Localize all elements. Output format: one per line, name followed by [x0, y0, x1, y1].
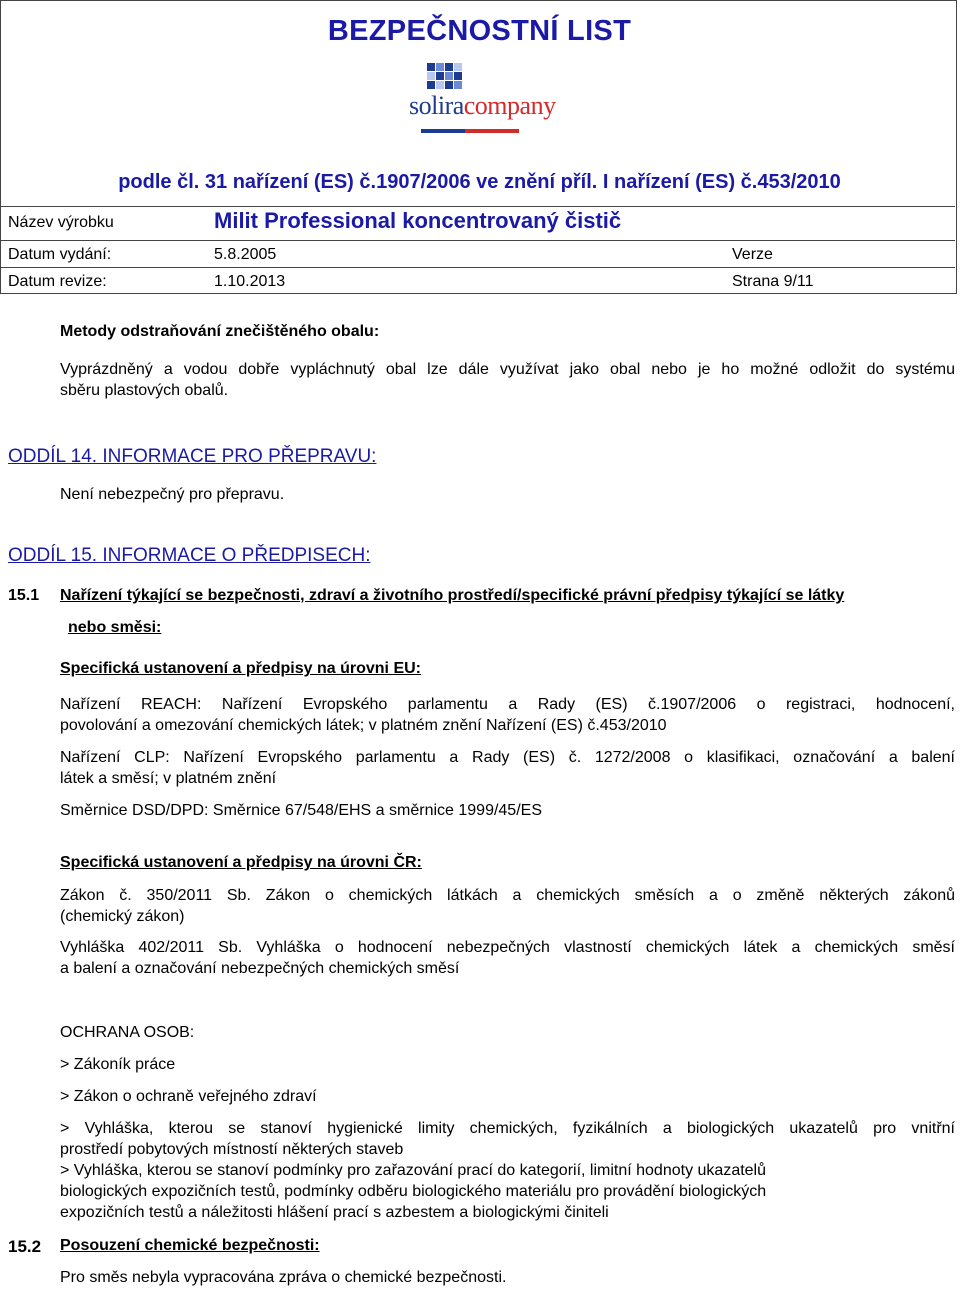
- reach-paragraph: Nařízení REACH: Nařízení Evropského parlamentu a Rady (ES) č.1907/2006 o registraci, hodnocení, povolování a omezování chemických látek; v platném znění Nařízení (ES) č.453/2010: [60, 696, 955, 734]
- subsection-number: 15.2: [8, 1237, 42, 1256]
- dsd-paragraph: Směrnice DSD/DPD: Směrnice 67/548/EHS a směrnice 1999/45/ES: [60, 802, 542, 819]
- section-14-title: ODDÍL 14. INFORMACE PRO PŘEPRAVU:: [8, 446, 377, 467]
- section-14-text: Není nebezpečný pro přepravu.: [60, 486, 285, 503]
- version-label: Verze: [732, 246, 773, 263]
- regulation-reference: podle čl. 31 nařízení (ES) č.1907/2006 ve znění příl. I nařízení (ES) č.453/2010: [118, 171, 841, 193]
- company-logo: [409, 63, 556, 137]
- logo-mosaic-icon: [427, 63, 463, 93]
- revision-date-label: Datum revize:: [8, 273, 107, 290]
- subsection-title-cont: nebo směsi:: [68, 619, 162, 636]
- subsection-number: 15.1: [8, 587, 40, 604]
- eu-heading: Specifická ustanovení a předpisy na úrovni EU:: [60, 660, 421, 677]
- chemical-safety-text: Pro směs nebyla vypracována zpráva o chemické bezpečnosti.: [60, 1269, 507, 1286]
- product-label: Název výrobku: [8, 214, 114, 231]
- logo-wordmark: soliracompany: [409, 91, 556, 120]
- issue-date: 5.8.2005: [214, 246, 277, 263]
- subsection-title: Posouzení chemické bezpečnosti:: [60, 1237, 320, 1254]
- chemical-law-paragraph: Zákon č. 350/2011 Sb. Zákon o chemických látkách a chemických směsích a o změně některých zákonů (chemický zákon): [60, 887, 955, 925]
- disposal-heading: Metody odstraňování znečištěného obalu:: [60, 323, 380, 340]
- decree-paragraph: Vyhláška 402/2011 Sb. Vyhláška o hodnocení nebezpečných vlastností chemických látek a chemických směsí a balení a označování nebezpečných chemických směsí: [60, 939, 955, 977]
- clp-paragraph: Nařízení CLP: Nařízení Evropského parlamentu a Rady (ES) č. 1272/2008 o klasifikaci, označování a balení látek a směsí; v platném znění: [60, 749, 955, 787]
- issue-date-label: Datum vydání:: [8, 246, 112, 263]
- subsection-title: Nařízení týkající se bezpečnosti, zdraví a životního prostředí/specifické právní předpisy týkající se látky: [60, 587, 845, 604]
- protection-item: > Vyhláška, kterou se stanoví podmínky pro zařazování prací do kategorií, limitní hodnoty ukazatelů biologických expozičních testů, podmínky odběru biologického materiálu pro provádění biologických expozičních testů a náležitosti hlášení prací s azbestem a biologickými činiteli: [60, 1162, 767, 1221]
- document-header: [0, 0, 957, 294]
- logo-underline: [421, 129, 519, 133]
- section-15-title: ODDÍL 15. INFORMACE O PŘEDPISECH:: [8, 545, 371, 566]
- cr-heading: Specifická ustanovení a předpisy na úrovni ČR:: [60, 854, 422, 871]
- protection-item: > Zákoník práce: [60, 1056, 176, 1073]
- revision-date: 1.10.2013: [214, 273, 286, 290]
- product-name: Milit Professional koncentrovaný čistič: [214, 208, 622, 233]
- protection-heading: OCHRANA OSOB:: [60, 1024, 195, 1041]
- header-divider: [0, 206, 955, 207]
- page-number: Strana 9/11: [732, 273, 814, 290]
- header-divider: [0, 267, 955, 268]
- disposal-text: Vyprázdněný a vodou dobře vypláchnutý obal lze dále využívat jako obal nebo je ho možné odložit do systému sběru plastových obalů.: [60, 361, 955, 399]
- document-title: BEZPEČNOSTNÍ LIST: [327, 15, 632, 47]
- protection-item: > Zákon o ochraně veřejného zdraví: [60, 1088, 317, 1105]
- header-divider: [0, 240, 955, 241]
- protection-item: > Vyhláška, kterou se stanoví hygienické limity chemických, fyzikálních a biologických ukazatelů pro vnitřní prostředí pobytových místností některých staveb: [60, 1120, 955, 1158]
